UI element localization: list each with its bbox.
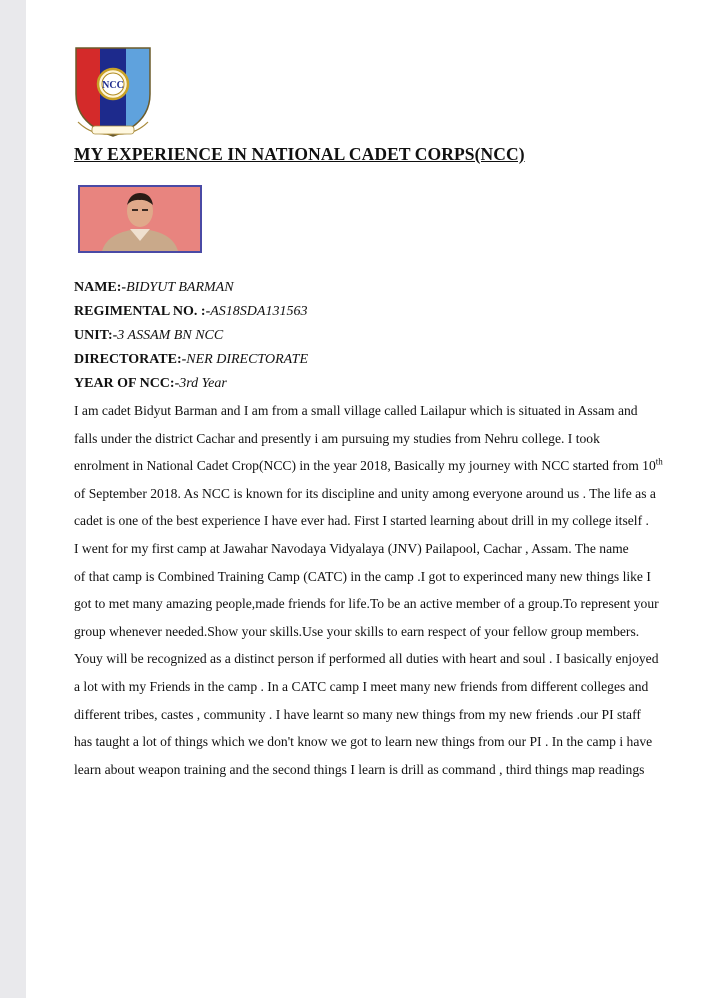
paragraph-line: enrolment in National Cadet Crop(NCC) in the year 2018, Basically my journey with NCC started from 10th [74, 456, 663, 474]
emblem-text: NCC [102, 80, 124, 91]
field-year-of-ncc: YEAR OF NCC:-3rd Year [74, 376, 227, 391]
paragraph-line: Youy will be recognized as a distinct person if performed all duties with heart and soul . I basically enjoyed [74, 651, 659, 667]
cadet-details [74, 276, 308, 396]
paragraph-line: learn about weapon training and the second things I learn is drill as command , third things map readings [74, 761, 645, 777]
paragraph-line: a lot with my Friends in the camp . In a CATC camp I meet many new friends from different colleges and [74, 678, 649, 694]
paragraph-line: different tribes, castes , community . I have learnt so many new things from my new friends .our PI staff [74, 706, 641, 722]
paragraph-line: has taught a lot of things which we don't know we got to learn new things from our PI . In the camp i have [74, 734, 653, 750]
experience-paragraph [74, 397, 694, 783]
document-title: MY EXPERIENCE IN NATIONAL CADET CORPS(NCC) [74, 144, 525, 164]
field-unit: UNIT:-3 ASSAM BN NCC [74, 328, 224, 343]
paragraph-line: of that camp is Combined Training Camp (CATC) in the camp .I got to experinced many new things like I [74, 568, 651, 584]
document-page [26, 0, 718, 998]
paragraph-line: cadet is one of the best experience I have ever had. First I started learning about drill in my college itself . [74, 513, 649, 529]
paragraph-line: got to met many amazing people,made friends for life.To be an active member of a group.To represent your [74, 596, 659, 612]
cadet-photo [78, 185, 202, 253]
cadet-portrait-icon [80, 187, 200, 251]
field-directorate: DIRECTORATE:-NER DIRECTORATE [74, 352, 309, 367]
paragraph-line: of September 2018. As NCC is known for its discipline and unity among everyone around us . The life as a [74, 485, 656, 501]
paragraph-line: falls under the district Cachar and presently i am pursuing my studies from Nehru college. I took [74, 430, 600, 446]
ncc-emblem-icon [72, 44, 154, 140]
paragraph-line: group whenever needed.Show your skills.Use your skills to earn respect of your fellow group members. [74, 623, 640, 639]
paragraph-line: I went for my first camp at Jawahar Navodaya Vidyalaya (JNV) Pailapool, Cachar , Assam. The name [74, 540, 629, 556]
field-regimental-no: REGIMENTAL NO. :-AS18SDA131563 [74, 304, 308, 319]
paragraph-line: I am cadet Bidyut Barman and I am from a small village called Lailapur which is situated in Assam and [74, 403, 638, 418]
field-name: NAME:-BIDYUT BARMAN [74, 280, 234, 295]
